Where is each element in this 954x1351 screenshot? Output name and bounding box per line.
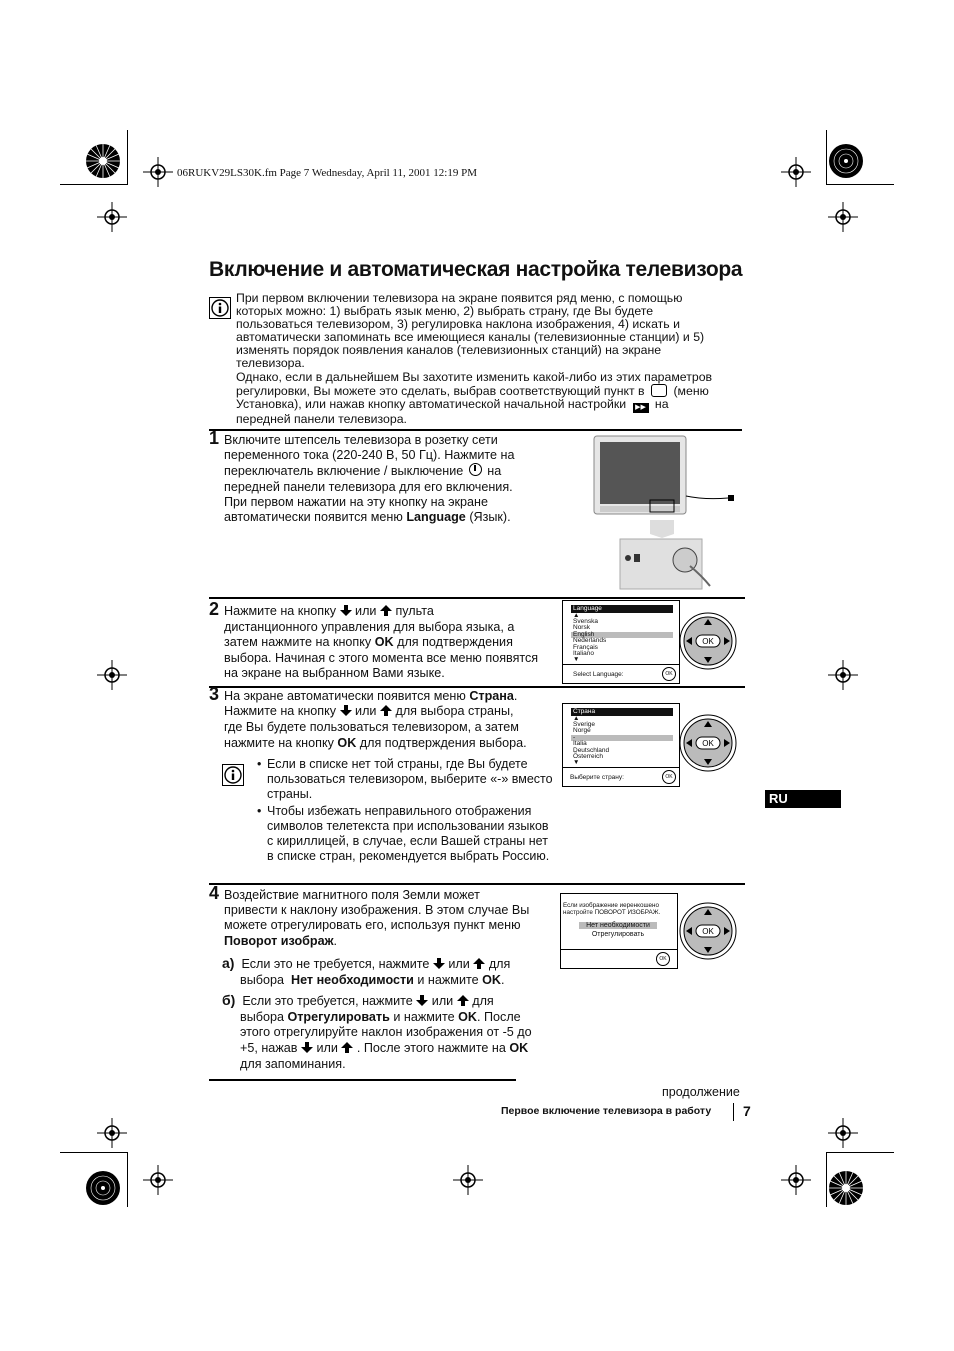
crosshair-mark [97,1118,127,1148]
remote-dpad-icon [679,902,737,960]
step-number: 2 [209,599,220,619]
info-icon [222,764,244,786]
menu-option: Norsk [573,624,590,631]
note-item: • Чтобы избежать неправильного отображения символов телетекста при использовании языков с кириллицей, в случае, если Вашей страны нет в списке стран, рекомендуется выбрать Россию. [255,804,555,865]
crosshair-mark [97,202,127,232]
menu-option-selected: English [571,632,673,638]
menu-option: Svenska [573,618,598,625]
crosshair-mark [781,1165,811,1195]
ok-icon: OK [662,667,676,681]
step-number: 3 [209,684,220,704]
arrow-up-icon [457,995,469,1010]
arrow-up-icon [341,1042,353,1057]
step-number: 1 [209,428,220,448]
scroll-up-icon: ▲ [573,612,580,619]
crosshair-mark [453,1165,483,1195]
crosshair-mark [143,157,173,187]
ok-icon: OK [662,770,676,784]
step-2-text: Нажмите на кнопку или пульта дистанционного управления для выбора языка, а затем нажмите на кнопку OK для подтверждения выбора. Начиная с этого момента все меню появятся на экране на выбранном Вами языке. [224,604,539,680]
scroll-up-icon: ▲ [573,715,580,722]
crosshair-mark [828,202,858,232]
menu-option: Italia [573,740,587,747]
tv-illustration [590,434,740,594]
arrow-down-icon [433,958,445,973]
power-icon [469,463,482,476]
menu-option: Sverige [573,721,596,728]
registration-sunburst-bottom-left [85,1170,121,1206]
step-number: 4 [209,883,220,903]
menu-option-selected: - [571,735,673,741]
intro-text: При первом включении телевизора на экране появится ряд меню, с помощью которых можно: 1) выбрать язык меню, 2) выбрать страну, где Вы будете пользоваться телевизором, 3) регулировка наклона изображения, 4) искать и автоматически запоминать все имеющиеся каналы (телевизионные станции) и 5) изменять порядок появления каналов (телевизионных станций) на экране телевизора. Однако, если в дальнейшем Вы захотите изменить какой-либо из этих параметров регулировки, Вы можете это сделать, выбрав соответствующий пункт в (меню Установка), или нажав кнопку автоматической начальной настройки ▶▶ на передней панели телевизора. [236,291,713,426]
continued-label: продолжение [662,1085,740,1099]
step-4b-text: б) Если это требуется, нажмите или для выбора Отрегулировать и нажмите OK. После этого отрегулируйте наклон изображения от -5 до +5, нажав или . После этого нажмите на OK для запоминания. [222,992,532,1071]
step-4a-text: а) Если это не требуется, нажмите или для выбора Нет необходимости и нажмите OK. [222,955,511,988]
svg-text:OK: OK [702,927,714,936]
arrow-down-icon [416,995,428,1010]
arrow-up-icon [380,605,392,620]
step-4-text: Воздействие магнитного поля Земли может привести к наклону изображения. В этом случае Вы можете отрегулировать его, используя пункт меню Поворот изображ. [224,888,530,948]
setup-menu-icon [651,384,667,397]
page-title: Включение и автоматическая настройка телевизора [209,258,743,281]
notes-list [255,757,555,865]
menu-option: Österreich [573,753,603,760]
registration-sunburst-bottom-right [828,1170,864,1206]
step-1-text: Включите штепсель телевизора в розетку сети переменного тока (220-240 В, 50 Гц). Нажмите на переключатель включение / выключение на передней панели телевизора для его включения. При первом нажатии на эту кнопку на экране автоматически появится меню Language (Язык). [224,433,515,525]
tilt-menu-screen: Если изображение иеренкошено настройте ПОВОРОТ ИЗОБРАЖ. Нет необходимости Отрегулировать OK [560,893,678,969]
registration-sunburst-top-left [85,143,121,179]
registration-sunburst-top-right [828,143,864,179]
arrow-up-icon [380,705,392,720]
note-item: • Если в списке нет той страны, где Вы будете пользоваться телевизором, выберите «-» вместо страны. [255,757,555,803]
language-tab: RU [765,790,841,808]
menu-option: Nederlands [573,637,607,644]
scroll-down-icon: ▼ [573,656,580,663]
svg-text:OK: OK [702,637,714,646]
menu-option-selected: Нет необходимости [579,922,657,929]
menu-option: Отрегулировать [591,931,645,938]
crosshair-mark [781,157,811,187]
arrow-down-icon [340,705,352,720]
arrow-down-icon [301,1042,313,1057]
crosshair-mark [97,660,127,690]
ok-icon: OK [656,952,670,966]
crosshair-mark [828,1118,858,1148]
info-icon [209,297,231,319]
language-menu-screen: Language ▲ Svenska Norsk English Nederlands Français Italiano ▼ Select Language: OK [562,600,680,684]
country-menu-screen: Страна ▲ Sverige Norge - Italia Deutschland Österreich ▼ Выберите страну: OK [562,703,680,787]
footer-title: Первое включение телевизора в работу [501,1105,712,1117]
file-info: 06RUKV29LS30K.fm Page 7 Wednesday, April 11, 2001 12:19 PM [177,167,477,179]
remote-dpad-icon [679,714,737,772]
crosshair-mark [828,660,858,690]
remote-dpad-icon [679,612,737,670]
menu-option: Italiano [573,650,594,657]
arrow-up-icon [473,958,485,973]
menu-option: Français [573,644,598,651]
menu-option: Norge [573,727,591,734]
scroll-down-icon: ▼ [573,759,580,766]
svg-text:OK: OK [702,739,714,748]
auto-tune-button-icon: ▶▶ [633,403,649,413]
arrow-down-icon [340,605,352,620]
crosshair-mark [143,1165,173,1195]
page-number: 7 [743,1103,751,1119]
menu-option: Deutschland [573,747,610,754]
step-3-text: На экране автоматически появится меню Страна. Нажмите на кнопку или для выбора страны, где Вы будете пользоваться телевизором, а затем нажмите на кнопку OK для подтверждения выбора. [224,689,527,750]
